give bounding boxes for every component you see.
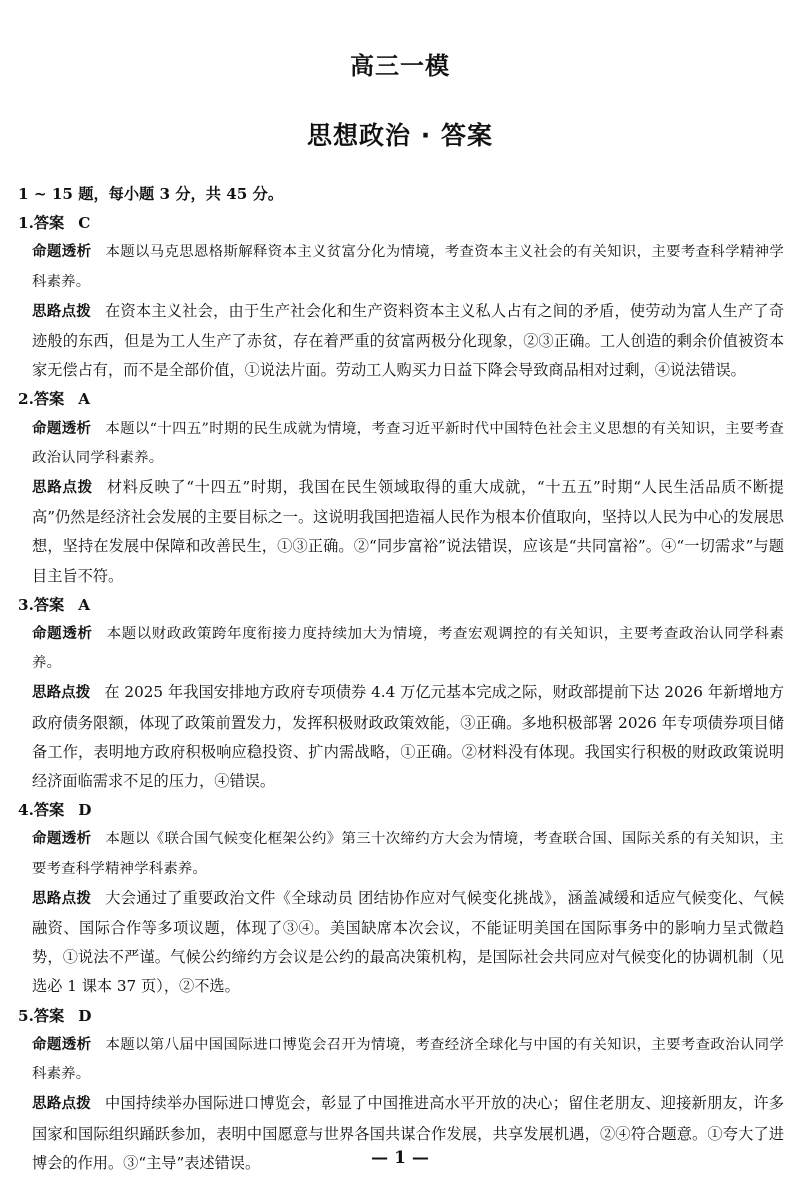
answer-value: D <box>78 1006 92 1025</box>
answer-label: 答案 <box>33 214 65 233</box>
hint-paragraph <box>18 884 784 1002</box>
analysis-paragraph <box>18 825 784 883</box>
answers-content <box>18 180 784 1178</box>
hint-paragraph <box>18 297 784 386</box>
hint-text: 在资本主义社会，由于生产社会化和生产资料资本主义私人占有之间的矛盾，使劳动为富人生产了奇迹般的东西，但是为工人生产了赤贫，存在着严重的贫富两极分化现象，②③正确。工人创造的剩余价值被资本家无偿占有，而不是全部价值，①说法片面。劳动工人购买力日益下降会导致商品相对过剩，④说法错误。 <box>32 301 784 380</box>
analysis-label: 命题透析 <box>32 1036 92 1053</box>
question-block-3 <box>18 591 784 796</box>
question-answer-line <box>18 209 784 238</box>
answer-label: 答案 <box>33 1006 65 1025</box>
hint-label: 思路点拨 <box>32 890 92 907</box>
analysis-label: 命题透析 <box>32 831 92 848</box>
hint-paragraph <box>18 678 784 796</box>
hint-text: 大会通过了重要政治文件《全球动员 团结协作应对气候变化挑战》，涵盖减缓和适应气候变化、气候融资、国际合作等多项议题，体现了③④。美国缺席本次会议，不能证明美国在国际事务中的影响力呈式微趋势，①说法不严谨。气候公约缔约方会议是公约的最高决策机构，是国际社会共同应对气候变化的协调机制（见选必 1 课本 37 页），②不选。 <box>32 888 785 996</box>
analysis-paragraph <box>18 238 784 296</box>
hint-label: 思路点拨 <box>32 303 91 320</box>
hint-text: 在 2025 年我国安排地方政府专项债券 4.4 万亿元基本完成之际，财政部提前下达 2026 年新增地方政府债务限额，体现了政策前置发力，发挥积极财政政策效能，③正确。多地积极部署 2026 年专项债券项目储备工作，表明地方政府积极响应稳投资、扩内需战略，①正确。②材料没有体现。我国实行积极的财政政策说明经济面临需求不足的压力，④错误。 <box>32 683 785 791</box>
answer-value: C <box>78 214 91 233</box>
analysis-text: 本题以“十四五”时期的民生成就为情境，考查习近平新时代中国特色社会主义思想的有关知识，主要考查政治认同学科素养。 <box>32 420 784 466</box>
page-title: 高三一模 <box>350 52 450 80</box>
analysis-text: 本题以第八届中国国际进口博览会召开为情境，考查经济全球化与中国的有关知识，主要考查政治认同学科素养。 <box>32 1036 784 1083</box>
question-block-4 <box>18 796 784 1001</box>
analysis-label: 命题透析 <box>32 244 92 261</box>
answer-value: D <box>78 801 92 820</box>
analysis-label: 命题透析 <box>32 420 92 437</box>
question-number: 1. <box>18 214 34 233</box>
question-number: 4. <box>18 801 34 820</box>
page-subtitle: 思想政治 · 答案 <box>307 121 493 150</box>
answer-value: A <box>78 595 91 614</box>
hint-label: 思路点拨 <box>32 685 91 702</box>
answer-label: 答案 <box>33 801 65 820</box>
question-answer-line <box>18 1002 784 1031</box>
analysis-text: 本题以财政政策跨年度衔接力度持续加大为情境，考查宏观调控的有关知识，主要考查政治认同学科素养。 <box>32 626 784 672</box>
hint-text: 材料反映了“十四五”时期，我国在民生领域取得的重大成就，“十五五”时期“人民生活品质不断提高”仍然是经济社会发展的主要目标之一。这说明我国把造福人民作为根本价值取向，坚持以人民为中心的发展思想，坚持在发展中保障和改善民生，①③正确。②“同步富裕”说法错误，应该是“共同富裕”。④“一切需求”与题目主旨不符。 <box>32 478 784 585</box>
answer-label: 答案 <box>33 390 65 409</box>
analysis-text: 本题以《联合国气候变化框架公约》第三十次缔约方大会为情境，考查联合国、国际关系的有关知识，主要考查科学精神学科素养。 <box>32 831 784 877</box>
analysis-paragraph <box>18 1031 784 1089</box>
question-answer-line <box>18 591 784 620</box>
question-block-1 <box>18 209 784 385</box>
hint-label: 思路点拨 <box>32 480 93 497</box>
question-answer-line <box>18 796 784 825</box>
answer-value: A <box>78 390 91 409</box>
hint-text: 中国持续举办国际进口博览会，彰显了中国推进高水平开放的决心；留住老朋友、迎接新朋友，许多国家和国际组织踊跃参加，表明中国愿意与世界各国共谋合作发展，共享发展机遇，②④符合题意。①夸大了进博会的作用。③“主导”表述错误。 <box>32 1094 784 1172</box>
question-answer-line <box>18 385 784 414</box>
question-block-2 <box>18 385 784 590</box>
hint-paragraph <box>18 473 784 591</box>
analysis-label: 命题透析 <box>32 626 93 643</box>
answer-label: 答案 <box>33 595 65 614</box>
hint-label: 思路点拨 <box>32 1096 91 1113</box>
analysis-text: 本题以马克思恩格斯解释资本主义贫富分化为情境，考查资本主义社会的有关知识，主要考查科学精神学科素养。 <box>32 244 784 290</box>
analysis-paragraph <box>18 620 784 678</box>
analysis-paragraph <box>18 415 784 473</box>
question-number: 5. <box>18 1006 34 1025</box>
question-number: 2. <box>18 390 34 409</box>
page-number: — 1 — <box>371 1148 429 1168</box>
scoring-intro: 1 ~ 15 题，每小题 3 分，共 45 分。 <box>18 185 284 203</box>
question-number: 3. <box>18 595 34 614</box>
